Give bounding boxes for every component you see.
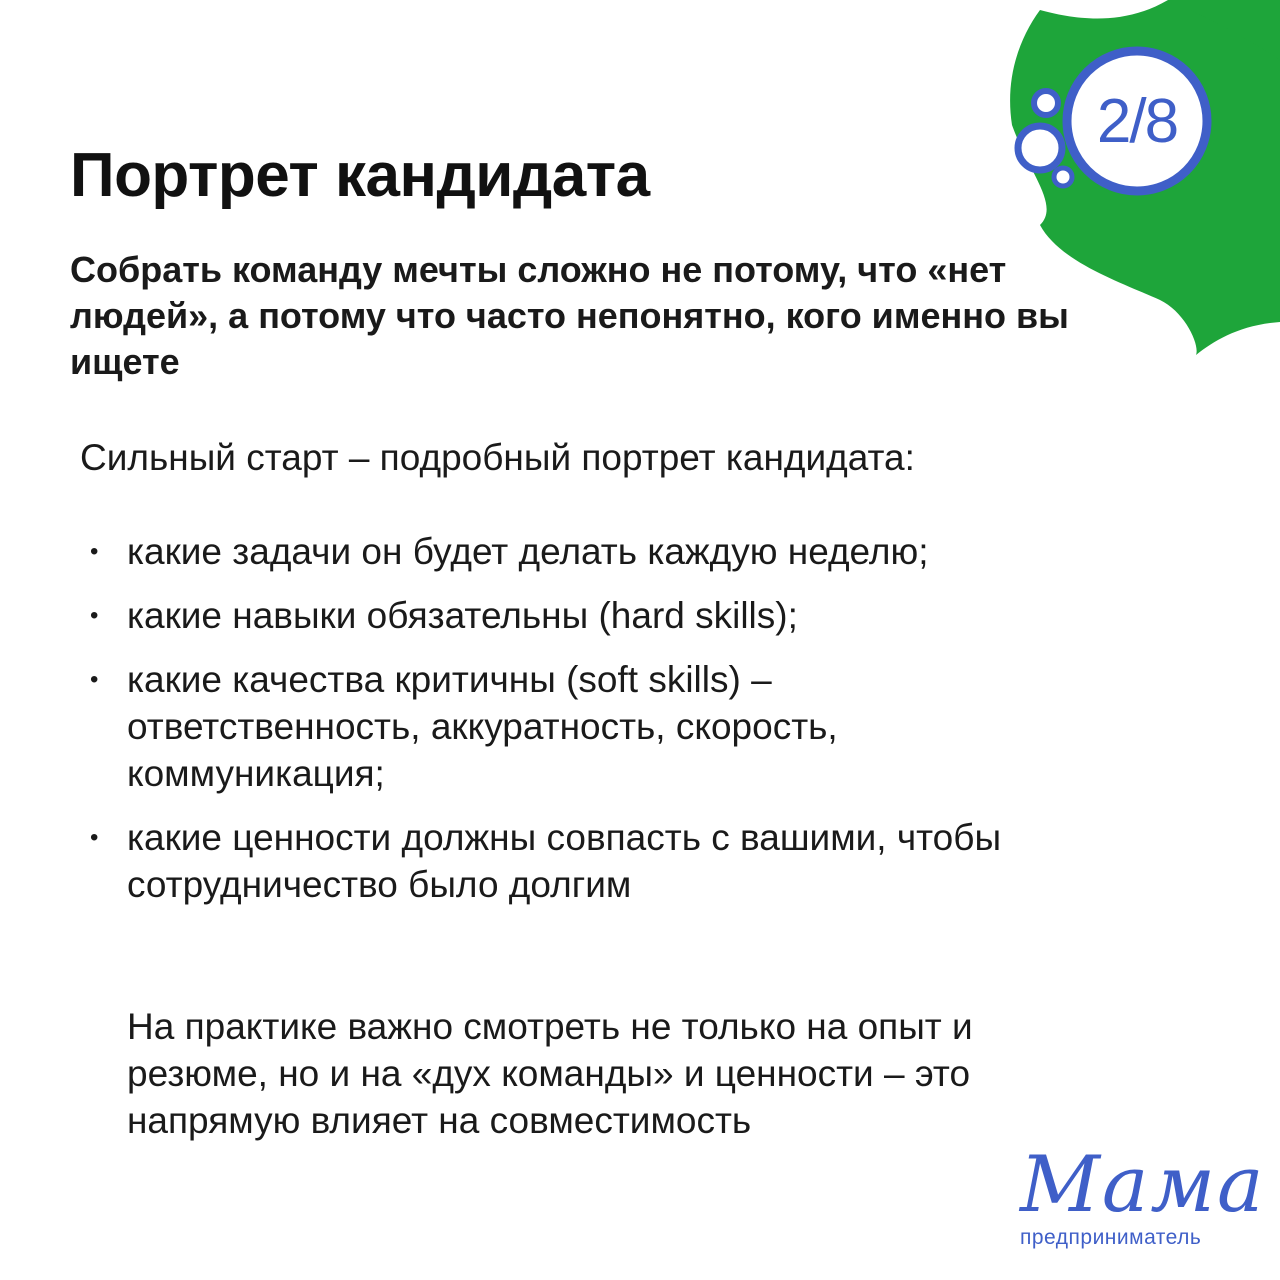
list-item-text: какие ценности должны совпасть с вашими, чтобы сотрудничество было долгим bbox=[127, 817, 1002, 905]
bubble-large bbox=[1018, 126, 1062, 170]
bullet-marker: • bbox=[90, 666, 99, 693]
brand-logo-script: Мама bbox=[1020, 1140, 1266, 1230]
bullet-marker: • bbox=[90, 824, 99, 851]
conclusion-paragraph: На практике важно смотреть не только на опыт и резюме, но и на «дух команды» и ценности – это напрямую влияет на совместимость bbox=[127, 1006, 973, 1141]
brand-logo-subtitle: предприниматель bbox=[1020, 1226, 1202, 1249]
criteria-list bbox=[90, 528, 1050, 925]
slide-title: Портрет кандидата bbox=[70, 141, 650, 210]
list-item bbox=[90, 528, 1050, 575]
intro-line: Сильный старт – подробный портрет кандидата: bbox=[80, 437, 915, 478]
bullet-marker: • bbox=[90, 602, 99, 629]
list-item bbox=[90, 814, 1050, 908]
lead-paragraph: Собрать команду мечты сложно не потому, что «нет людей», а потому что часто непонятно, кого именно вы ищете bbox=[70, 249, 1069, 382]
list-item-text: какие качества критичны (soft skills) – ответственность, аккуратность, скорость, коммуникация; bbox=[127, 659, 838, 794]
list-item bbox=[90, 592, 1050, 639]
bubble-small-top bbox=[1034, 91, 1058, 115]
list-item-text: какие навыки обязательны (hard skills); bbox=[127, 595, 798, 636]
page-indicator: 2/8 bbox=[1096, 86, 1178, 156]
bullet-marker: • bbox=[90, 538, 99, 565]
brand-logo bbox=[1012, 1140, 1266, 1260]
list-item-text: какие задачи он будет делать каждую неделю; bbox=[127, 531, 929, 572]
list-item bbox=[90, 656, 1050, 797]
